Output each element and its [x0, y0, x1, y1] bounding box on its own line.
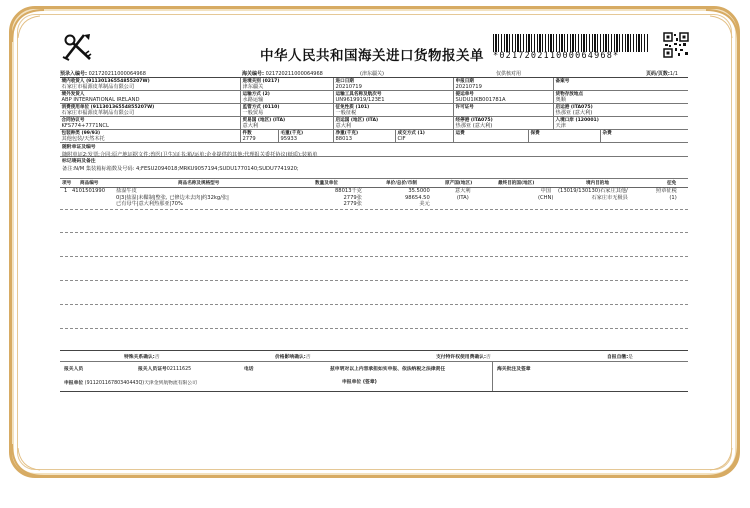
field-label: 备案号 — [555, 78, 570, 84]
royalty-confirm: 支付特许权使用费确认:否 — [436, 355, 491, 360]
field-value: CIF — [397, 135, 406, 142]
self-declare-confirm: 自报自缴:是 — [607, 355, 633, 360]
field-label: 入境口岸 (120001) — [555, 117, 599, 123]
field-label: 进境关别 (0217) — [242, 78, 280, 84]
field-label: 启运港 (ITA075) — [555, 104, 593, 110]
goods-item-origin: 意大利 (ITA) — [455, 188, 471, 201]
docs-label: 随附单证及编号 — [62, 144, 96, 150]
field-label: 净重(千克) — [335, 130, 359, 136]
grid-row-shipper — [60, 91, 688, 104]
field-label: 运输方式 (2) — [242, 91, 270, 97]
field-label: 合同协议号 — [61, 117, 85, 123]
declaring-unit: 申报单位 (91120116780340443Q)天津金到航物流有限公司 — [64, 381, 197, 386]
goods-row-divider — [60, 280, 688, 281]
verify-note: 仅供核对用 — [496, 71, 522, 77]
field-value: SUDU1IKB001781A — [455, 96, 506, 103]
goods-row-divider — [60, 256, 688, 257]
grid-row-contract — [60, 117, 688, 130]
field-label: 提运单号 — [455, 91, 474, 97]
goods-header-exempt: 征免 — [667, 181, 677, 186]
grid-row-consumer — [60, 104, 688, 117]
field-value: 意大利 — [335, 122, 352, 129]
field-label: 启运国 (地区) (ITA) — [335, 117, 379, 123]
goods-item-domestic: (13019/130130)石家庄其他/ 石家庄市无极县 — [558, 188, 628, 201]
field-label: 贸易国 (地区) (ITA) — [242, 117, 286, 123]
declaration-grid — [60, 77, 688, 392]
goods-header-qty: 数量及单位 — [315, 181, 338, 186]
customs-number: 海关编号: 021720211000064968 — [242, 71, 323, 77]
field-label: 许可证号 — [455, 104, 474, 110]
goods-header-no: 项号 — [62, 181, 72, 186]
declaration-form — [60, 30, 688, 440]
field-value: ABP INTERNATIONAL IRELAND — [61, 96, 140, 103]
phone-label: 电话 — [244, 367, 254, 372]
price-influence-confirm: 价格影响确认:否 — [275, 355, 311, 360]
port-name: (津东疆关) — [360, 71, 384, 77]
field-label: 杂费 — [602, 130, 612, 136]
marks-value: 备注:N/M 集装箱标箱数及号码: 4;FESU2094018;MRKU9057194;SUDU1770140;SUDU7741920; — [62, 165, 299, 172]
field-value: 天津 — [555, 122, 566, 129]
field-value: 热那亚 (意大利) — [555, 109, 593, 116]
field-value: 95933 — [280, 135, 298, 142]
field-value: 水路运输 — [242, 96, 264, 103]
field-label: 监管方式 (0110) — [242, 104, 280, 110]
field-label: 运输工具名称及航次号 — [335, 91, 382, 97]
field-value: UN9619919/123E1 — [335, 96, 385, 103]
goods-item-dest: 中国 (CHN) — [538, 188, 554, 201]
field-value: 2779 — [242, 135, 256, 142]
goods-section — [60, 179, 688, 351]
declarant-label: 报关人员 — [64, 367, 84, 372]
goods-header-domestic: 境内目的地 — [586, 181, 609, 186]
field-label: 运费 — [455, 130, 465, 136]
barcode-number: *021720211000064968* — [493, 51, 620, 61]
form-title: 中华人民共和国海关进口货物报关单 — [260, 48, 484, 64]
field-value: KFS774+7771NCL — [61, 122, 109, 129]
field-label: 件数 — [242, 130, 252, 136]
field-value: 津东疆关 — [242, 83, 264, 90]
field-label: 境内收货人 (91130136554855207W) — [61, 78, 150, 84]
qr-code-icon — [663, 32, 689, 58]
goods-item-name: 盐湿牛皮 0|3|盐湿|未鞣制|整张, 已修边未去肉|约32kg/张| 已有母牛|意大利热那亚|70% — [116, 188, 229, 208]
confirmation-row — [60, 351, 688, 362]
legal-statement: 兹申明对以上内容承担如实申报、依法纳税之法律责任 — [330, 367, 446, 372]
goods-item-qty: 88013千克 2779张 2779张 — [335, 188, 362, 208]
field-value: 石家庄市福源皮革制品有限公司 — [61, 109, 135, 116]
field-value: 热那亚 (意大利) — [455, 122, 493, 129]
field-value: 88013 — [335, 135, 353, 142]
field-label: 征免性质 (101) — [335, 104, 370, 110]
field-label: 进口日期 — [335, 78, 354, 84]
field-value: 石家庄市福源皮革制品有限公司 — [61, 83, 135, 90]
goods-header-origin: 原产国(地区) — [445, 181, 473, 186]
goods-item-price: 35.5000 98654.50 美元 — [405, 188, 430, 208]
goods-item-exempt: 照章征税 (1) — [656, 188, 677, 201]
pre-entry-number: 预录入编号: 021720211000064968 — [60, 71, 146, 77]
field-value: 20210719 — [335, 83, 362, 90]
goods-row-divider — [60, 209, 688, 210]
field-value: 一般征税 — [335, 109, 357, 116]
field-label: 消费使用单位 (91130136554855207W) — [61, 104, 155, 110]
marks-and-remarks — [60, 157, 688, 179]
field-label: 毛重(千克) — [280, 130, 304, 136]
grid-row-consignee — [60, 78, 688, 91]
goods-header-name: 商品名称及规格型号 — [178, 181, 220, 186]
goods-item-no: 1 — [64, 188, 68, 194]
field-label: 保费 — [530, 130, 540, 136]
page-number: 页码/页数:1/1 — [646, 71, 678, 77]
field-label: 成交方式 (1) — [397, 130, 425, 136]
customs-annotation: 海关批注及签章 — [492, 362, 688, 391]
field-label: 境外发货人 — [61, 91, 85, 97]
goods-header-dest: 最终目的国(地区) — [498, 181, 535, 186]
goods-header-code: 商品编号 — [80, 181, 99, 186]
grid-row-package — [60, 130, 688, 143]
goods-row-divider — [60, 232, 688, 233]
special-relation-confirm: 特殊关系确认:否 — [124, 355, 160, 360]
field-value: 一般贸易 — [242, 109, 264, 116]
barcode — [493, 34, 649, 52]
field-label: 申报日期 — [455, 78, 474, 84]
signature-block — [60, 362, 688, 392]
attached-documents — [60, 143, 688, 157]
goods-row-divider — [60, 328, 688, 329]
marks-label: 标记唛码及备注 — [62, 158, 96, 164]
declarant-cert: 报关人员证号02111625 — [138, 367, 192, 372]
field-label: 经停港 (ITA075) — [455, 117, 493, 123]
goods-header-price: 单价/总价/币制 — [386, 181, 417, 186]
docs-value: 随附单证2:发票;合同;原产地证据文件;兽医(卫生)证书;箱/运单;企业提供的其他;代理报关委托协议(纸质);装箱单 — [62, 151, 318, 158]
field-value: 奥顺 — [555, 96, 566, 103]
field-value: 其他包装/天然木托 — [61, 135, 105, 142]
field-label: 包装种类 (99/93) — [61, 130, 101, 136]
field-value: 20210719 — [455, 83, 482, 90]
customs-emblem-icon — [60, 32, 94, 62]
field-label: 货物存放地点 — [555, 91, 584, 97]
declarant-area — [60, 362, 446, 391]
goods-item-code: 4101501990 — [72, 188, 106, 194]
field-value: 意大利 — [242, 122, 259, 129]
declaring-unit-seal: 申报单位 (签章) — [342, 380, 377, 385]
goods-row-divider — [60, 304, 688, 305]
